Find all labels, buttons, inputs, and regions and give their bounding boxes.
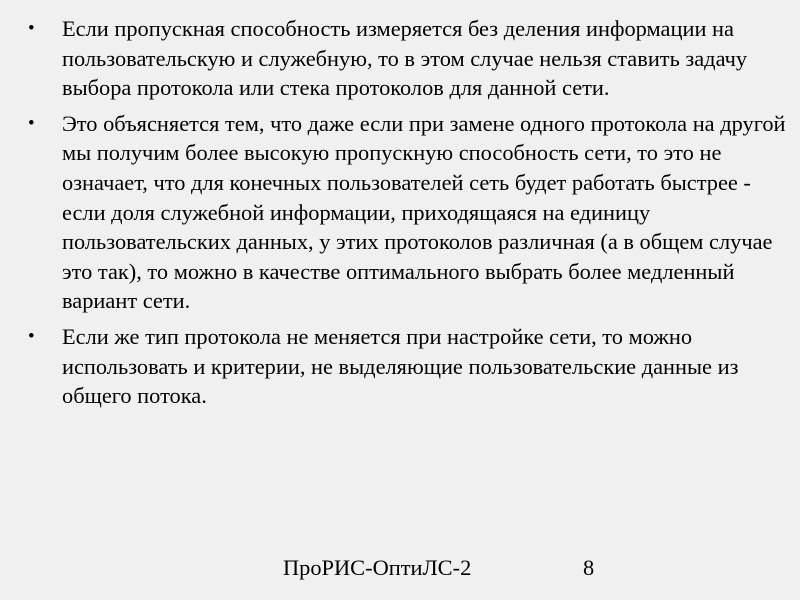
footer-label: ПроРИС-ОптиЛС-2 — [283, 555, 472, 580]
bullet-list — [22, 14, 792, 417]
bullet-text: Это объясняется тем, что даже если при замене одного протокола на другой мы получим более высокую пропускную способность сети, то это не означает, что для конечных пользователей сеть будет работать быстрее - если доля служебной информации, приходящаяся на единицу пользовательских данных, у этих протоколов различная (а в общем случае это так), то можно в качестве оптимального выбрать более медленный вариант сети. — [62, 110, 786, 314]
bullet-item — [22, 109, 792, 316]
bullet-item — [22, 322, 792, 411]
slide-number: 8 — [583, 555, 595, 580]
bullet-icon: • — [28, 18, 35, 39]
bullet-item — [22, 14, 792, 103]
bullet-text: Если же тип протокола не меняется при настройке сети, то можно использовать и критерии, не выделяющие пользовательские данные из общего потока. — [62, 323, 739, 409]
bullet-text: Если пропускная способность измеряется без деления информации на пользовательскую и служебную, то в этом случае нельзя ставить задачу выбора протокола или стека протоколов для данной сети. — [62, 16, 748, 101]
bullet-icon: • — [28, 325, 35, 347]
bullet-icon: • — [28, 112, 35, 134]
